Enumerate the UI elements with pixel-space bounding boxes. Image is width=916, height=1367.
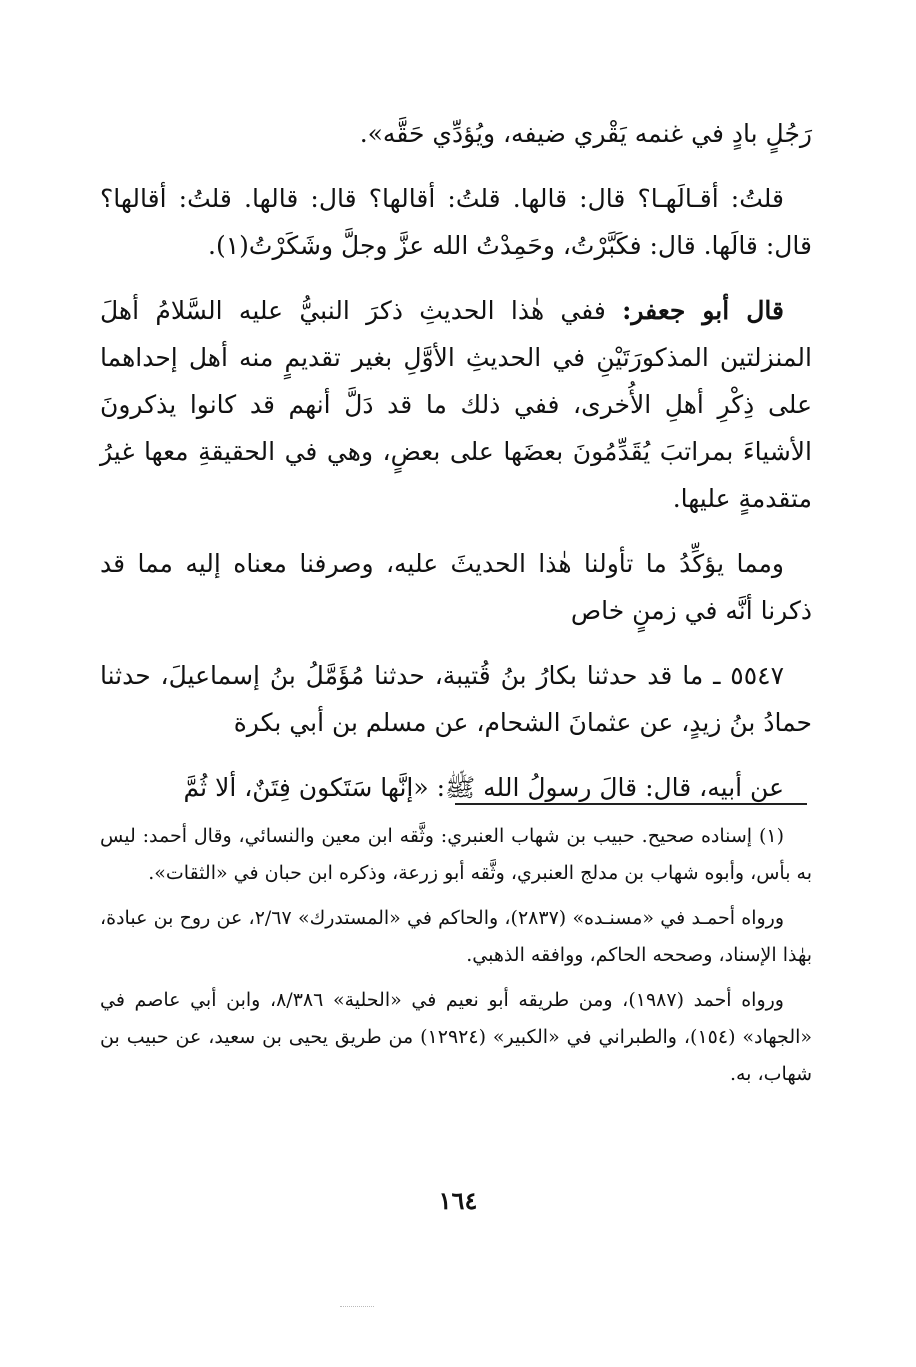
paragraph-hadith-end: رَجُلٍ بادٍ في غنمه يَقْري ضيفه، ويُؤدِّي حَقَّه». (359, 119, 812, 148)
footnote-divider (455, 803, 807, 805)
footnote-1-hilya: ورواه أحمد (١٩٨٧)، ومن طريقه أبو نعيم في «الحلية» ٨/٣٨٦، وابن أبي عاصم في «الجهاد» (١٥٤)، والطبراني في «الكبير» (١٢٩٢٤) من طريق يحيى بن سعيد، عن حبيب بن شهاب، به. (100, 989, 813, 1085)
paragraph-dialogue: قلتُ: أقـالَهـا؟ قال: قالها. قلتُ: أقالها؟ قال: قالها. قلتُ: أقالها؟ قال: قالَها. قال: فكَبَّرْتُ، وحَمِدْتُ الله عزَّ وجلَّ وشَكَرْتُ(١). (100, 184, 812, 260)
main-text (100, 110, 812, 829)
footnote-1: (١) إسناده صحيح. حبيب بن شهاب العنبري: وثَّقه ابن معين والنسائي، وقال أحمد: ليس به بأس، وأبوه شهاب بن مدلج العنبري، وثَّقه أبو زرعة، وذكره ابن حبان في «الثقات». (100, 825, 812, 884)
paragraph-hadith-5547: ٥٥٤٧ ـ ما قد حدثنا بكارُ بنُ قُتيبة، حدثنا مُؤَمَّلُ بنُ إسماعيلَ، حدثنا حمادُ بنُ زيدٍ، عن عثمانَ الشحام، عن مسلم بن أبي بكرة (100, 661, 812, 737)
footnotes (100, 818, 812, 1101)
footnote-1-musnad: ورواه أحمـد في «مسنـده» (٢٨٣٧)، والحاكم في «المستدرك» ٢/٦٧، عن روح بن عبادة، بهٰذا الإسناد، وصححه الحاكم، ووافقه الذهبي. (100, 907, 812, 966)
paragraph-confirmation: ومما يؤكِّدُ ما تأولنا هٰذا الحديثَ عليه، وصرفنا معناه إليه مما قد ذكرنا أنَّه في زمنٍ خاص (100, 549, 812, 625)
scan-mark (340, 1306, 374, 1307)
paragraph-commentary: قال أبو جعفر: ففي هٰذا الحديثِ ذكرَ النبيُّ عليه السَّلامُ أهلَ المنزلتين المذكورَتَيْنِ في الحديثِ الأوَّلِ بغير تقديمٍ منه أهل إحداهما على ذِكْرِ أهلِ الأُخرى، ففي ذلك ما قد دَلَّ أنهم قد كانوا يذكرونَ الأشياءَ بمراتبَ يُقَدِّمُونَ بعضَها على بعضٍ، وهي في الحقيقةِ معها غيرُ متقدمةٍ عليها. (100, 296, 812, 513)
abu-jafar-label: قال أبو جعفر: (622, 296, 784, 325)
paragraph-hadith-continued: عن أبيه، قال: قالَ رسولُ الله ﷺ: «إنَّها سَتَكون فِتَنٌ، ألا ثُمَّ (183, 773, 784, 802)
page-number: ١٦٤ (438, 1186, 478, 1215)
